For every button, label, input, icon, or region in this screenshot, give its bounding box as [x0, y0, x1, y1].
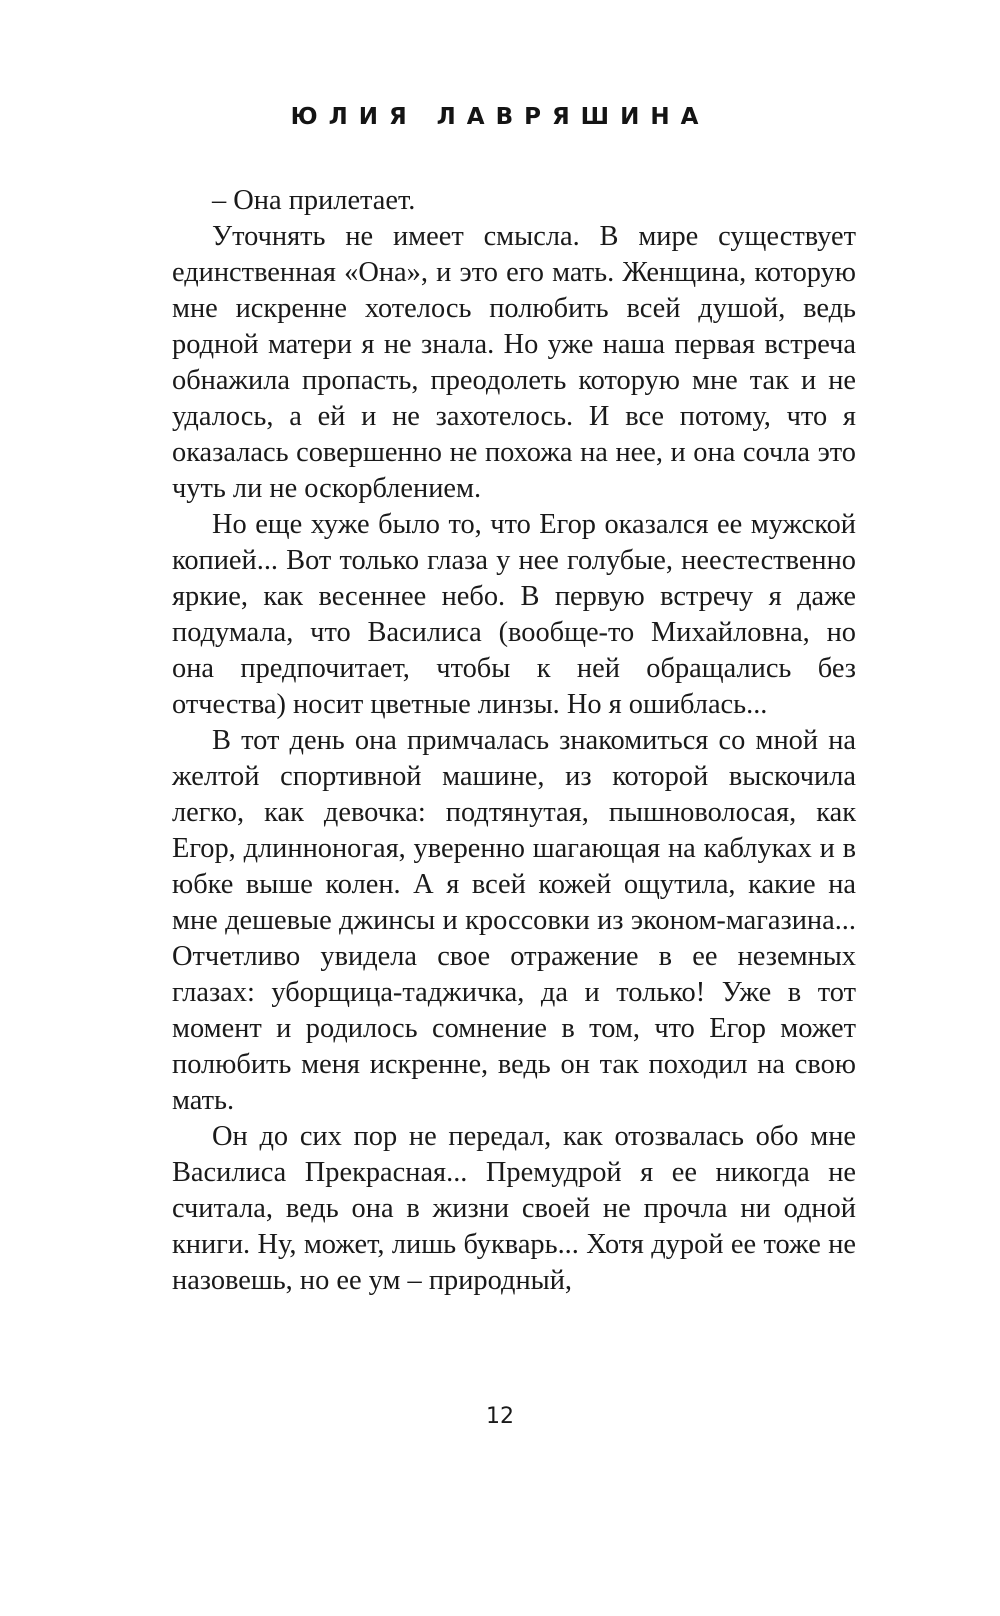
- page-number: 12: [486, 1404, 514, 1429]
- paragraph: В тот день она примчалась знакомиться со мной на желтой спортивной машине, из которой выскочила легко, как девочка: подтянутая, пышноволосая, как Егор, длинноногая, уверенно шагающая на каблуках и в юбке выше колен. А я всей кожей ощутила, какие на мне дешевые джинсы и кроссовки из эконом-магазина... Отчетливо увидела свое отражение в ее неземных глазах: уборщица-таджичка, да и только! Уже в тот момент и родилось сомнение в том, что Егор может полюбить меня искренне, ведь он так походил на свою мать.: [172, 725, 856, 1116]
- paragraph: Но еще хуже было то, что Егор оказался ее мужской копией... Вот только глаза у нее голубые, неестественно яркие, как весеннее небо. В первую встречу я даже подумала, что Василиса (вообще-то Михайловна, но она предпочитает, чтобы к ней обращались без отчества) носит цветные линзы. Но я ошиблась...: [172, 509, 856, 720]
- paragraph: – Она прилетает.: [212, 185, 416, 216]
- paragraph: Уточнять не имеет смысла. В мире существует единственная «Она», и это его мать. Женщина, которую мне искренне хотелось полюбить всей душой, ведь родной матери я не знала. Но уже наша первая встреча обнажила пропасть, преодолеть которую мне так и не удалось, а ей и не захотелось. И все потому, что я оказалась совершенно не похожа на нее, и она сочла это чуть ли не оскорблением.: [172, 221, 856, 504]
- running-head-author: ЮЛИЯ ЛАВРЯШИНА: [290, 104, 710, 130]
- body-text: [172, 183, 856, 1299]
- paragraph: Он до сих пор не передал, как отозвалась обо мне Василиса Прекрасная... Премудрой я ее никогда не считала, ведь она в жизни своей не прочла ни одной книги. Ну, может, лишь букварь... Хотя дурой ее тоже не назовешь, но ее ум – природный,: [172, 1121, 856, 1296]
